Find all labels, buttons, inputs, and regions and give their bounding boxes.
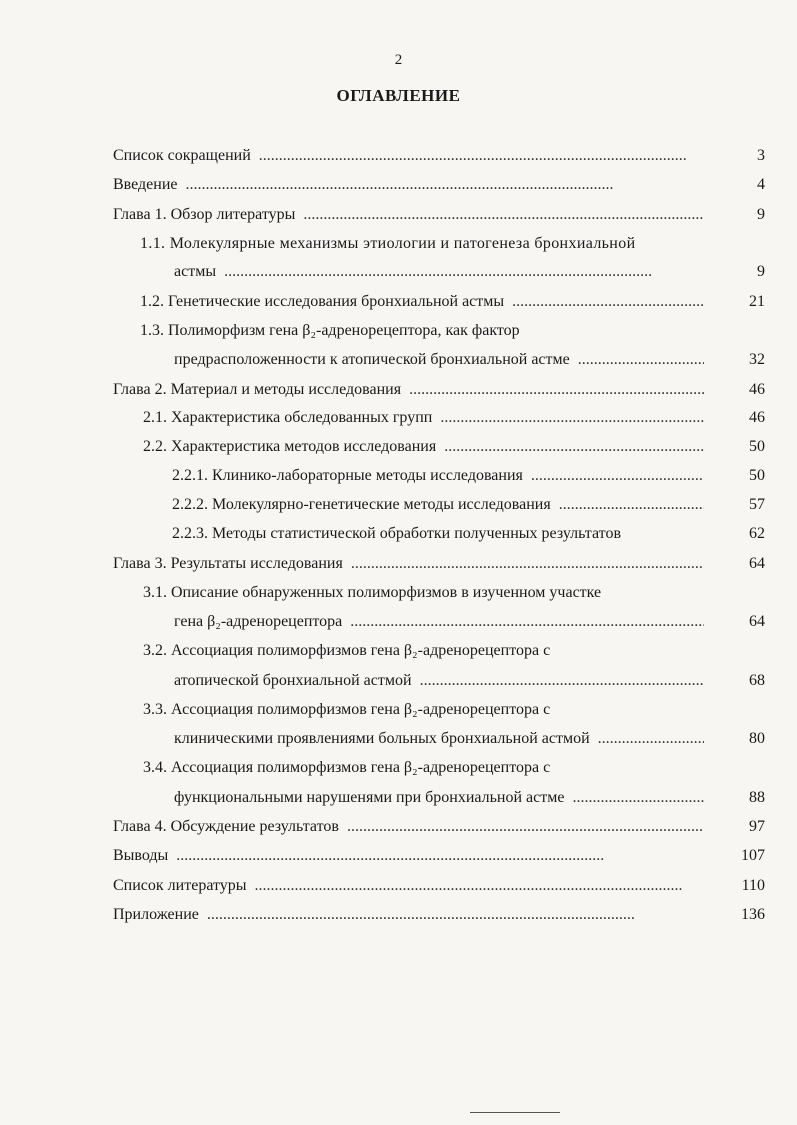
toc-entry-page: 88 [749, 789, 765, 806]
toc-entry[interactable] [174, 262, 710, 282]
toc-entry-page: 32 [749, 351, 765, 368]
page-number: 2 [394, 52, 403, 68]
toc-entry-title: астмы [174, 263, 217, 280]
dot-leader [531, 466, 704, 486]
toc-entry-title: гена β₂-адренорецептора [174, 613, 343, 630]
dot-leader [224, 262, 704, 282]
toc-entry-title: 2.2.1. Клинико-лабораторные методы исследования [172, 467, 523, 484]
toc-entry-page: 136 [741, 906, 765, 923]
toc-entry-title: атопической бронхиальной астмой [174, 672, 412, 689]
dot-leader [350, 612, 704, 632]
toc-entry-page: 9 [757, 206, 765, 223]
toc-entry-title: 2.2. Характеристика методов исследования [143, 438, 437, 455]
toc-entry-page: 80 [749, 730, 765, 747]
bottom-divider [470, 1112, 560, 1113]
toc-entry-title: 1.1. Молекулярные механизмы этиологии и патогенеза бронхиальной [140, 235, 636, 252]
toc-entry[interactable] [113, 380, 710, 400]
toc-entry[interactable] [113, 876, 710, 896]
dot-leader [572, 788, 704, 808]
toc-entry[interactable] [143, 408, 710, 428]
toc-entry[interactable] [143, 437, 710, 457]
dot-leader [444, 437, 704, 457]
toc-entry[interactable] [174, 788, 710, 808]
toc-entry-page: 110 [741, 877, 765, 894]
toc-entry-title: Введение [113, 176, 178, 193]
toc-entry-title: функциональными нарушенями при бронхиальной астме [174, 789, 565, 806]
toc-entry-title: 1.3. Полиморфизм гена β₂-адренорецептора, как фактор [140, 322, 520, 339]
dot-leader [347, 817, 704, 837]
toc-entry[interactable] [113, 905, 710, 925]
dot-leader [186, 175, 705, 195]
toc-entry-page: 50 [749, 438, 765, 455]
toc-entry-title: 2.1. Характеристика обследованных групп [143, 409, 433, 426]
toc-entry[interactable] [172, 524, 710, 544]
toc-entry[interactable] [113, 146, 710, 166]
page-title: ОГЛАВЛЕНИЕ [336, 86, 461, 105]
toc-entry-title: 3.2. Ассоциация полиморфизмов гена β₂-адренорецептора с [143, 642, 551, 659]
dot-leader [176, 846, 704, 866]
toc-entry-title: 2.2.3. Методы статистической обработки полученных результатов [172, 525, 622, 542]
dot-leader [598, 729, 704, 749]
toc-entry-title: Выводы [113, 847, 169, 864]
toc-entry-title: Глава 4. Обсуждение результатов [113, 818, 339, 835]
toc-entry[interactable] [174, 350, 710, 370]
toc-entry-title: Приложение [113, 906, 199, 923]
dot-leader [578, 350, 704, 370]
toc-entry-page: 64 [749, 613, 765, 630]
toc-entry[interactable] [113, 846, 710, 866]
toc-entry-title: 1.2. Генетические исследования бронхиальной астмы [140, 293, 505, 310]
toc-entry-title: Список литературы [113, 877, 247, 894]
toc-entry-title: 3.3. Ассоциация полиморфизмов гена β₂-адренорецептора с [143, 701, 551, 718]
toc-entry-page: 9 [757, 263, 765, 280]
toc-entry-title: 3.1. Описание обнаруженных полиморфизмов в изученном участке [143, 584, 602, 601]
dot-leader [559, 495, 704, 515]
toc-entry-page: 107 [741, 847, 765, 864]
toc-entry-page: 64 [749, 555, 765, 572]
dot-leader [409, 380, 704, 400]
dot-leader [259, 146, 704, 166]
toc-entry[interactable] [113, 817, 710, 837]
toc-entry-page: 4 [757, 176, 765, 193]
toc-entry[interactable] [172, 495, 710, 515]
toc-entry-title: 3.4. Ассоциация полиморфизмов гена β₂-адренорецептора с [143, 759, 551, 776]
toc-entry-title: Глава 2. Материал и методы исследования [113, 381, 402, 398]
toc-entry[interactable] [174, 612, 710, 632]
dot-leader [351, 554, 704, 574]
toc-entry[interactable] [140, 292, 710, 312]
toc-entry[interactable] [113, 554, 710, 574]
dot-leader [420, 671, 704, 691]
toc-entry-page: 57 [749, 496, 765, 513]
toc-entry[interactable] [172, 466, 710, 486]
dot-leader [440, 408, 704, 428]
toc-entry[interactable] [113, 175, 710, 195]
toc-entry-page: 50 [749, 467, 765, 484]
toc-entry-page: 3 [757, 147, 765, 164]
toc-entry-title: клиническими проявлениями больных бронхиальной астмой [174, 730, 590, 747]
toc-entry[interactable] [174, 671, 710, 691]
dot-leader [303, 205, 704, 225]
toc-entry-page: 68 [749, 672, 765, 689]
dot-leader [255, 876, 704, 896]
toc-entry[interactable] [113, 205, 710, 225]
toc-entry-page: 21 [749, 293, 765, 310]
toc-entry-title: Глава 3. Результаты исследования [113, 555, 343, 572]
toc-entry-title: предрасположенности к атопической бронхиальной астме [174, 351, 570, 368]
dot-leader [207, 905, 704, 925]
toc-entry-title: 2.2.2. Молекулярно-генетические методы исследования [172, 496, 551, 513]
dot-leader [512, 292, 704, 312]
toc-entry-page: 46 [749, 409, 765, 426]
toc-entry-page: 46 [749, 381, 765, 398]
toc-entry-title: Глава 1. Обзор литературы [113, 206, 296, 223]
toc-entry[interactable] [174, 729, 710, 749]
toc-entry-page: 62 [749, 525, 765, 542]
toc-entry-page: 97 [749, 818, 765, 835]
toc-entry-title: Список сокращений [113, 147, 251, 164]
